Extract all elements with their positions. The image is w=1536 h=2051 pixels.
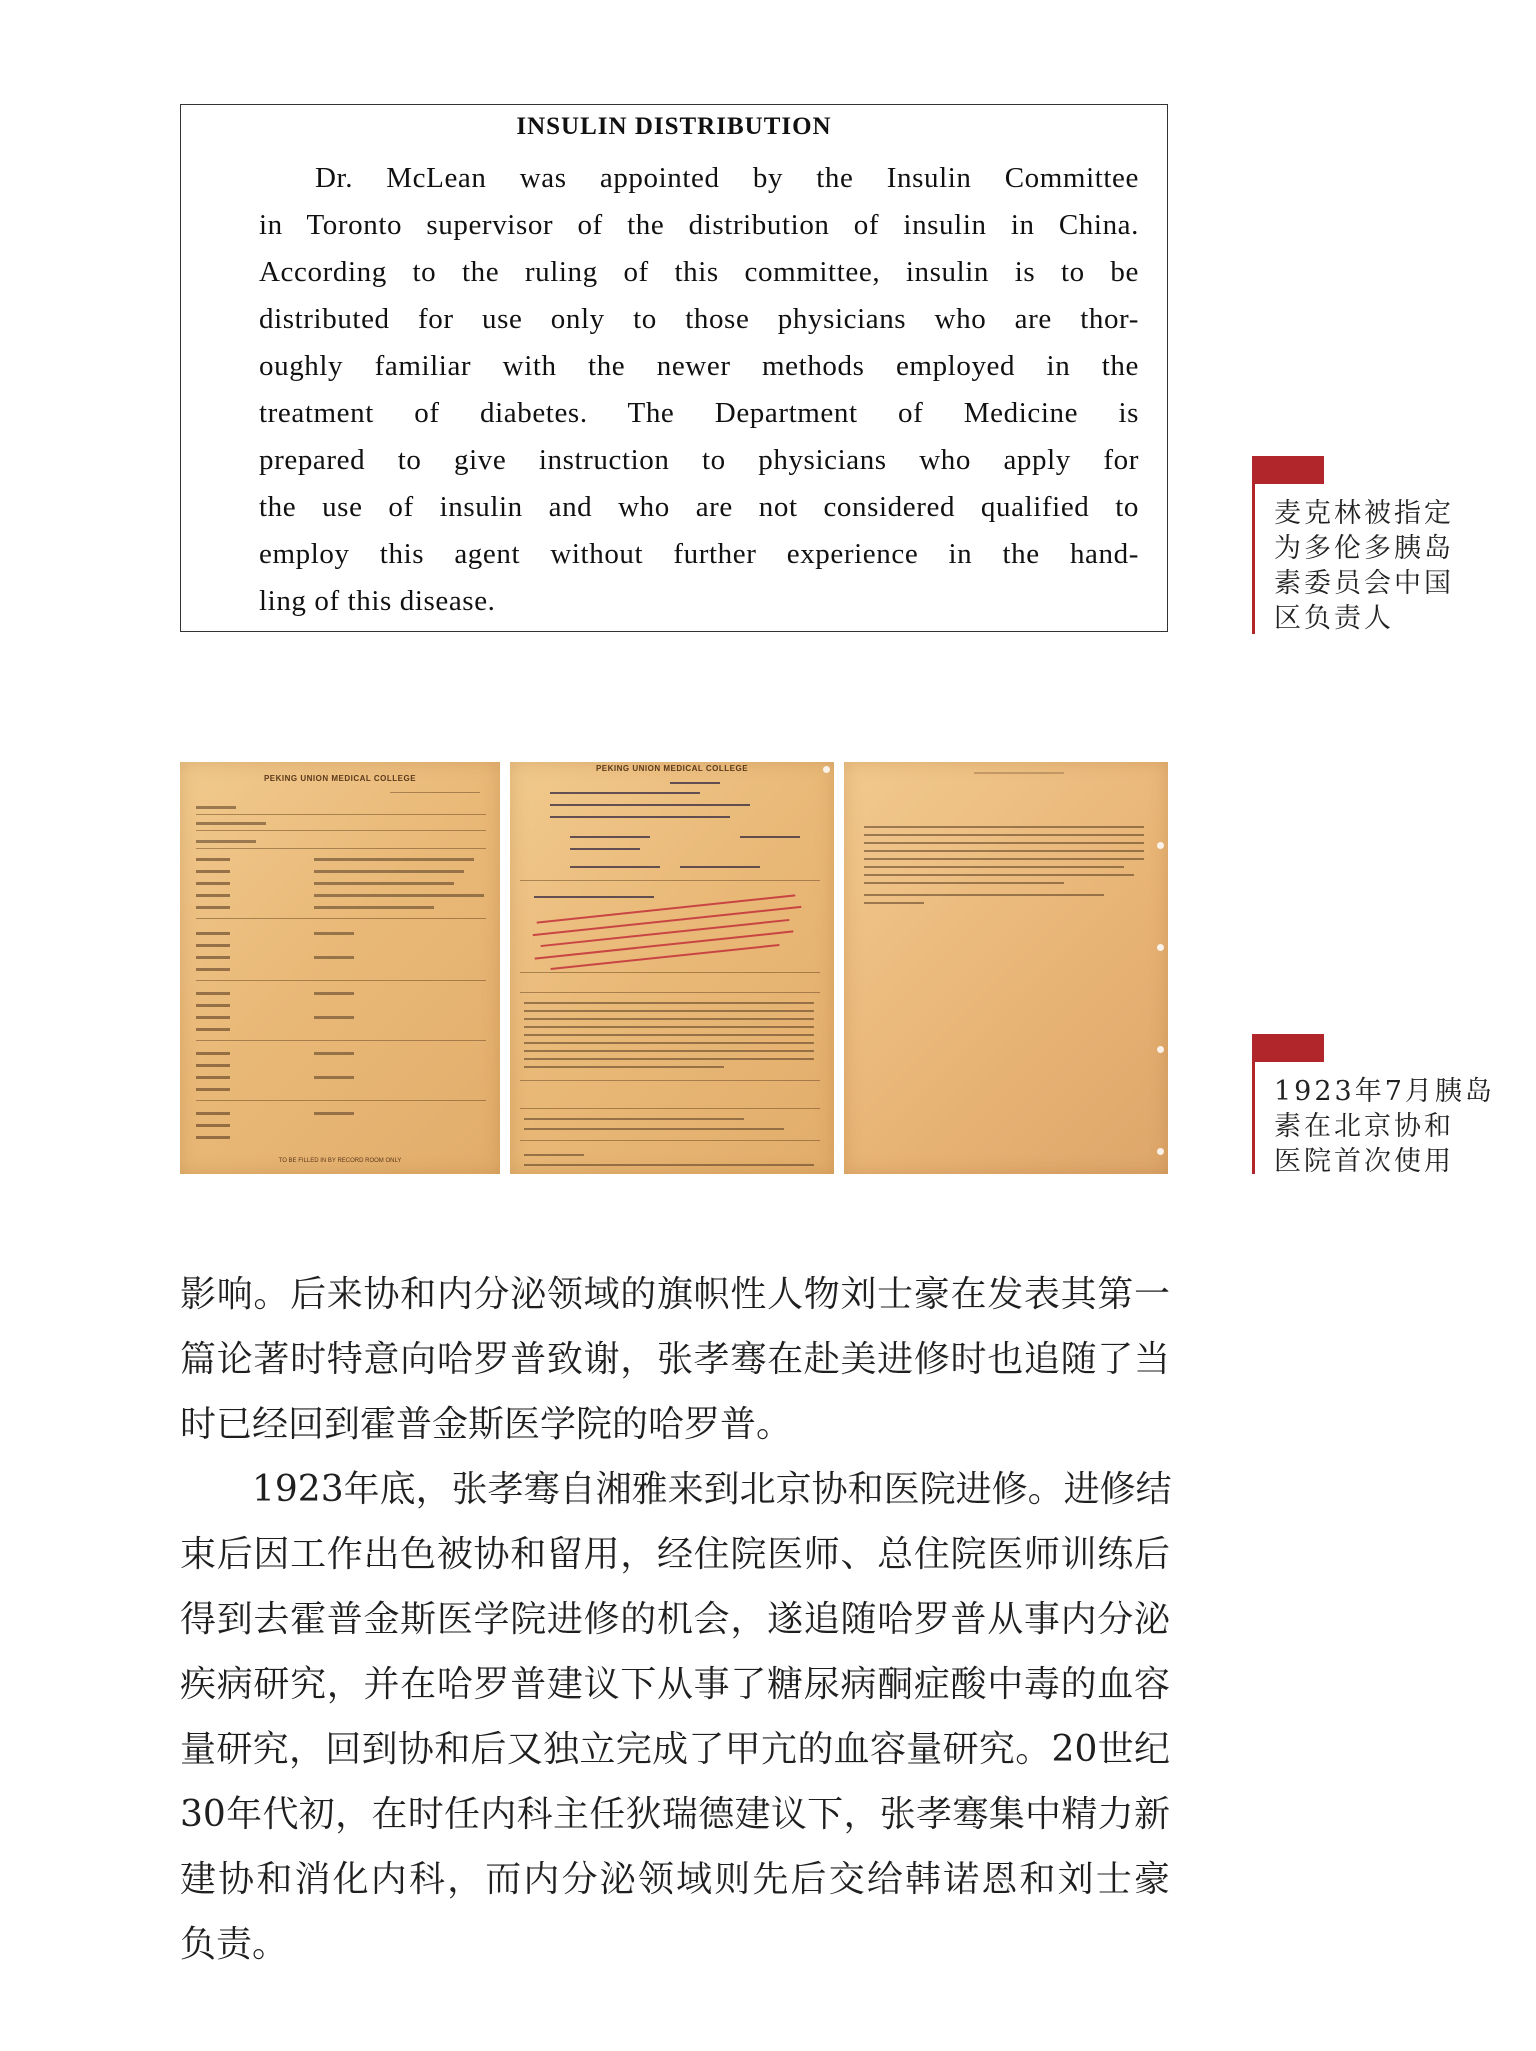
side-note-text bbox=[1274, 496, 1454, 636]
text-line: 影响。后来协和内分泌领域的旗帜性人物刘士豪在发表其第一 bbox=[180, 1274, 1170, 1315]
red-flag-marker bbox=[1252, 1034, 1324, 1062]
clipping-line: Dr. McLean was appointed by the Insulin Committee bbox=[315, 162, 1139, 194]
medical-record-page-1 bbox=[180, 762, 500, 1174]
clipping-line: treatment of diabetes. The Department of Medicine is bbox=[259, 397, 1139, 429]
clipping-line: According to the ruling of this committee, insulin is to be bbox=[259, 256, 1139, 288]
clipping-line: the use of insulin and who are not considered qualified to bbox=[259, 491, 1139, 523]
clipping-body bbox=[259, 155, 1139, 625]
text-line: 1923年底，张孝骞自湘雅来到北京协和医院进修。进修结 bbox=[252, 1469, 1172, 1510]
clipping-line: ling of this disease. bbox=[259, 585, 496, 617]
side-note-line: 为多伦多胰岛 bbox=[1274, 533, 1454, 564]
side-note-line: 区负责人 bbox=[1274, 603, 1394, 634]
side-note-line: 素在北京协和 bbox=[1274, 1111, 1454, 1142]
red-vertical-rule bbox=[1252, 456, 1255, 634]
text-line: 疾病研究，并在哈罗普建议下从事了糖尿病酮症酸中毒的血容 bbox=[180, 1664, 1170, 1705]
medical-record-page-2 bbox=[510, 762, 834, 1174]
text-line: 束后因工作出色被协和留用，经住院医师、总住院医师训练后 bbox=[180, 1534, 1170, 1575]
clipping-line: prepared to give instruction to physicians who apply for bbox=[259, 444, 1139, 476]
side-note-text bbox=[1274, 1074, 1495, 1179]
paragraph bbox=[180, 1457, 1170, 1977]
clipping-line: oughly familiar with the newer methods employed in the bbox=[259, 350, 1139, 382]
record-header: PEKING UNION MEDICAL COLLEGE bbox=[595, 764, 749, 773]
red-flag-marker bbox=[1252, 456, 1324, 484]
red-vertical-rule bbox=[1252, 1034, 1255, 1174]
text-line: 篇论著时特意向哈罗普致谢，张孝骞在赴美进修时也追随了当 bbox=[180, 1339, 1170, 1380]
body-text bbox=[180, 1262, 1170, 1977]
text-line: 量研究，回到协和后又独立完成了甲亢的血容量研究。20世纪 bbox=[180, 1729, 1170, 1770]
text-line: 30年代初，在时任内科主任狄瑞德建议下，张孝骞集中精力新 bbox=[180, 1794, 1170, 1835]
side-note-line: 医院首次使用 bbox=[1274, 1146, 1454, 1177]
side-note-line: 1923年7月胰岛 bbox=[1274, 1076, 1495, 1107]
text-line: 时已经回到霍普金斯医学院的哈罗普。 bbox=[180, 1404, 793, 1445]
text-line: 得到去霍普金斯医学院进修的机会，遂追随哈罗普从事内分泌 bbox=[180, 1599, 1170, 1640]
record-header: PEKING UNION MEDICAL COLLEGE bbox=[263, 774, 417, 783]
medical-record-images bbox=[180, 762, 1168, 1174]
text-line: 建协和消化内科，而内分泌领域则先后交给韩诺恩和刘士豪 bbox=[180, 1859, 1170, 1900]
insulin-distribution-clipping bbox=[180, 104, 1168, 632]
paragraph bbox=[180, 1262, 1170, 1457]
medical-record-page-3 bbox=[844, 762, 1168, 1174]
text-line: 负责。 bbox=[180, 1924, 289, 1965]
record-footer: TO BE FILLED IN BY RECORD ROOM ONLY bbox=[278, 1158, 402, 1164]
clipping-line: in Toronto supervisor of the distribution of insulin in China. bbox=[259, 209, 1139, 241]
clipping-title: INSULIN DISTRIBUTION bbox=[516, 113, 832, 140]
side-note-line: 麦克林被指定 bbox=[1274, 498, 1454, 529]
clipping-line: employ this agent without further experience in the hand- bbox=[259, 538, 1139, 570]
side-note-line: 素委员会中国 bbox=[1274, 568, 1454, 599]
clipping-line: distributed for use only to those physicians who are thor- bbox=[259, 303, 1139, 335]
